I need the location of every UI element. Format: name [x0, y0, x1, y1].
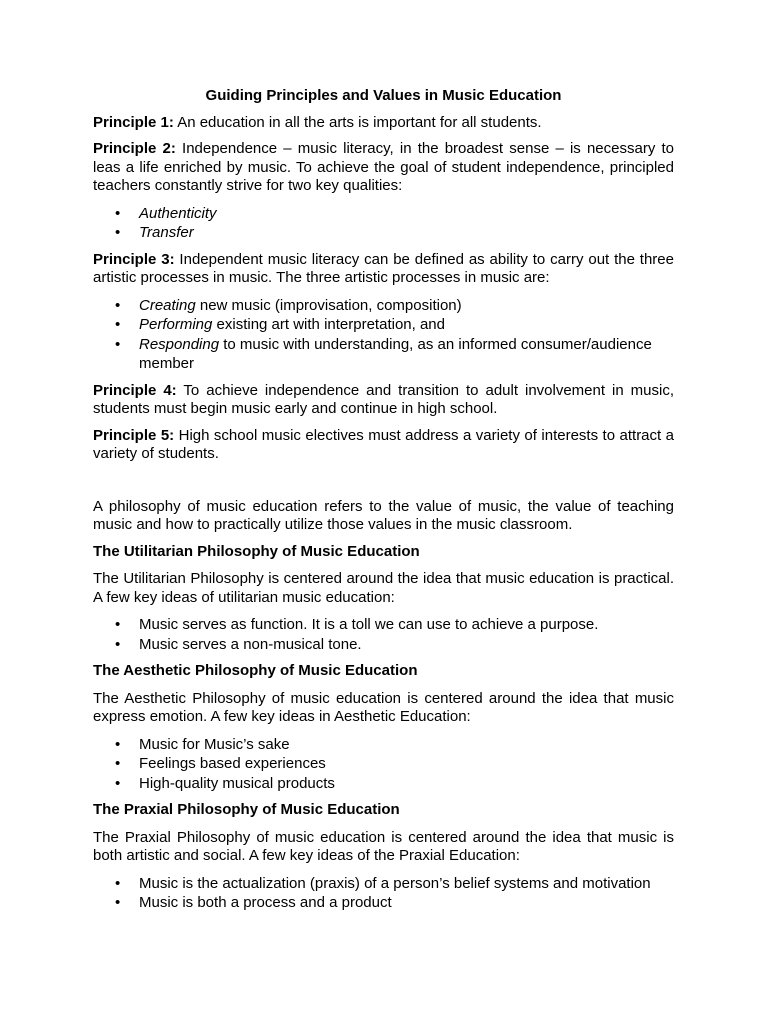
principle-label: Principle 5:	[93, 426, 175, 444]
principle-label: Principle 1:	[93, 113, 174, 131]
principle-text: High school music electives must address a variety of interests to attract a variety of students.	[93, 426, 674, 462]
list-item	[139, 223, 674, 243]
quality-text: Transfer	[139, 224, 194, 241]
principle-label: Principle 3:	[93, 250, 175, 268]
list-item	[139, 296, 674, 316]
list-item	[139, 204, 674, 224]
processes-list	[93, 296, 674, 374]
section-body-utilitarian: The Utilitarian Philosophy is centered around the idea that music education is practical. A few key ideas of utilitarian music education:	[93, 570, 674, 606]
principle-1	[93, 114, 674, 133]
principle-2	[93, 140, 674, 196]
quality-text: Authenticity	[139, 204, 217, 222]
process-keyword: Creating	[139, 296, 196, 314]
philosophy-intro: A philosophy of music education refers to the value of music, the value of teaching music and how to practically utilize those values in the music classroom.	[93, 497, 674, 533]
principle-label: Principle 2:	[93, 140, 176, 157]
section-body-praxial: The Praxial Philosophy of music education is centered around the idea that music is both artistic and social. A few key ideas of the Praxial Education:	[93, 828, 674, 864]
list-item: • Feelings based experiences	[139, 754, 674, 774]
aesthetic-list	[93, 735, 674, 794]
principle-text: An education in all the arts is important for all students.	[173, 113, 542, 131]
utilitarian-list	[93, 615, 674, 654]
principle-text: To achieve independence and transition to adult involvement in music, students must begin music early and continue in high school.	[93, 381, 675, 417]
process-text: to music with understanding, as an informed consumer/audience member	[139, 335, 652, 372]
praxial-list	[93, 874, 674, 913]
process-keyword: Performing	[139, 316, 213, 333]
page-title: Guiding Principles and Values in Music Education	[205, 87, 562, 104]
list-item: • Music is both a process and a product	[139, 893, 674, 913]
list-item	[139, 335, 674, 374]
list-item: • High-quality musical products	[139, 774, 674, 794]
list-item: • Music serves a non-musical tone.	[139, 635, 674, 655]
process-text: new music (improvisation, composition)	[195, 296, 462, 314]
section-body-aesthetic: The Aesthetic Philosophy of music education is centered around the idea that music express emotion. A few key ideas in Aesthetic Education:	[93, 689, 674, 725]
principle-text: Independent music literacy can be defined as ability to carry out the three artistic processes in music. The three artistic processes in music are:	[93, 250, 674, 286]
spacer	[93, 472, 674, 498]
section-heading-praxial: The Praxial Philosophy of Music Education	[93, 801, 400, 818]
principle-text: Independence – music literacy, in the broadest sense – is necessary to leas a life enriched by music. To achieve the goal of student independence, principled teachers constantly strive for two key qualities:	[93, 140, 675, 194]
principle-3	[93, 251, 674, 288]
qualities-list	[93, 204, 674, 243]
list-item	[139, 315, 674, 335]
section-heading-aesthetic: The Aesthetic Philosophy of Music Education	[93, 662, 418, 679]
section-heading-utilitarian: The Utilitarian Philosophy of Music Education	[93, 542, 420, 560]
principle-5	[93, 427, 674, 464]
list-item: • Music for Music’s sake	[139, 735, 674, 755]
principle-4	[93, 382, 674, 419]
list-item: • Music is the actualization (praxis) of a person’s belief systems and motivation	[139, 874, 674, 894]
process-keyword: Responding	[139, 335, 220, 353]
list-item: • Music serves as function. It is a toll we can use to achieve a purpose.	[139, 615, 674, 635]
principle-label: Principle 4:	[93, 381, 177, 399]
process-text: existing art with interpretation, and	[212, 316, 445, 333]
